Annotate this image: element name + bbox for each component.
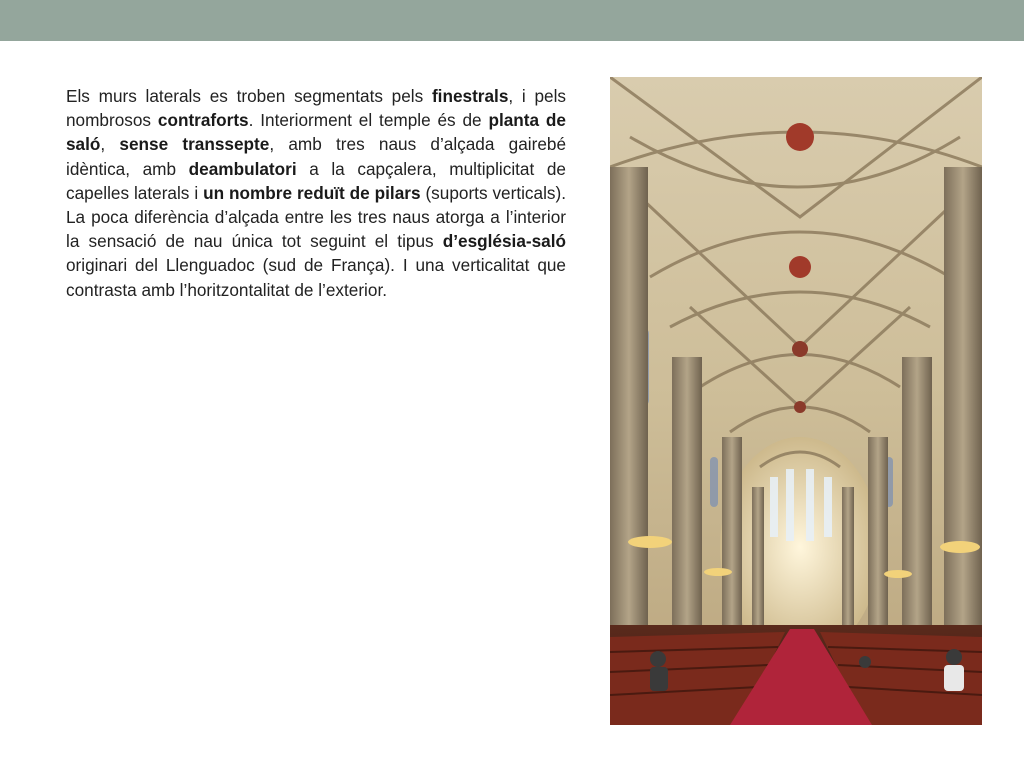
bold-term-planta-de-salo: planta de saló — [66, 110, 566, 155]
text-run: a la capçalera, multiplicitat de capelles laterals i — [66, 158, 566, 203]
vault-boss — [792, 341, 808, 357]
bold-term-sense-transsepte: sense transsepte — [119, 134, 270, 155]
vault-boss — [794, 401, 806, 413]
bold-term-finestrals: finestrals — [431, 86, 509, 106]
bold-term-pilars: un nombre reduït de pilars — [203, 182, 421, 203]
cathedral-illustration — [610, 77, 982, 725]
text-run: . Interiorment el temple és de — [248, 110, 489, 131]
body-paragraph — [66, 84, 566, 302]
bold-term-contraforts: contraforts — [157, 110, 249, 131]
top-decorative-band — [0, 0, 1024, 41]
text-run: , — [100, 134, 120, 155]
pillar — [842, 487, 854, 637]
vault-boss — [786, 123, 814, 151]
vault-boss — [789, 256, 811, 278]
text-run: , i pels nombrosos — [66, 86, 566, 131]
pillar — [752, 487, 764, 637]
apse-light — [720, 437, 880, 657]
text-run: originari del Llenguadoc (sud de França). I una verticalitat que contrasta amb l’horitzontalitat de l’exterior. — [66, 255, 566, 300]
text-run: (suports verticals). La poca diferència d’alçada entre les tres naus atorga a l’interior la sensació de nau única tot seguint el tipus — [66, 182, 566, 252]
text-run: Els murs laterals es troben segmentats pels — [66, 86, 432, 106]
pillar — [868, 437, 888, 657]
cathedral-interior-photo — [610, 77, 982, 725]
text-run: , amb tres naus d’alçada gairebé idèntica, amb — [66, 134, 566, 179]
bold-term-deambulatori: deambulatori — [188, 158, 297, 179]
pillar — [722, 437, 742, 657]
bold-term-esglesia-salo: d’església-saló — [442, 231, 566, 252]
